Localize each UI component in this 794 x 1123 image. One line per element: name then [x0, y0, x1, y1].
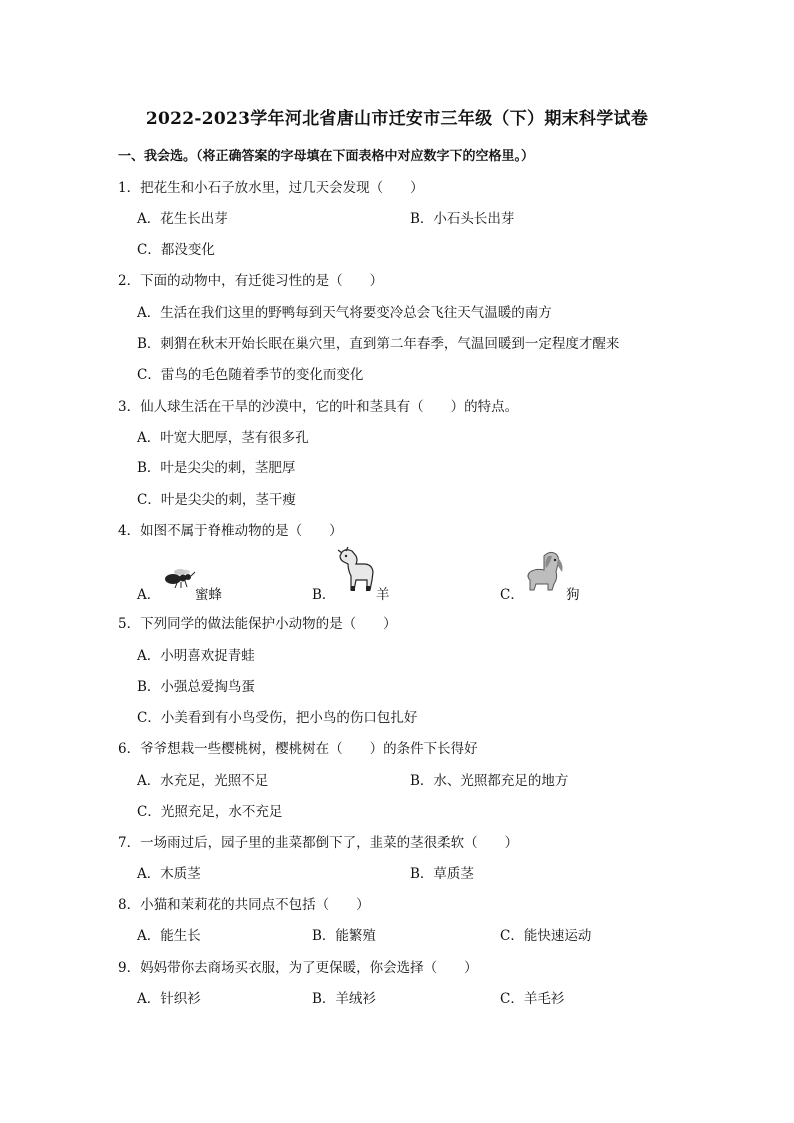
section-heading: 一、我会选。（将正确答案的字母填在下面表格中对应数字下的空格里。）	[118, 149, 535, 164]
question-8-option-b: B．能繁殖	[312, 928, 376, 944]
question-6-option-a: A．水充足，光照不足	[137, 773, 269, 789]
question-5-option-b: B．小强总爱掏鸟蛋	[137, 679, 255, 695]
question-5-option-c: C．小美看到有小鸟受伤，把小鸟的伤口包扎好	[137, 710, 418, 726]
question-3-option-c: C．叶是尖尖的刺，茎干瘦	[137, 492, 296, 508]
question-6-option-c: C．光照充足，水不充足	[137, 804, 283, 820]
question-1-stem: 1．把花生和小石子放水里，过几天会发现（ ）	[118, 180, 424, 196]
question-9-stem: 9．妈妈带你去商场买衣服，为了更保暖，你会选择（ ）	[118, 960, 478, 976]
question-7-stem: 7．一场雨过后，园子里的韭菜都倒下了，韭菜的茎很柔软（ ）	[118, 835, 519, 851]
bee-icon	[162, 566, 196, 590]
question-5-stem: 5．下列同学的做法能保护小动物的是（ ）	[118, 616, 397, 632]
question-3-option-a: A．叶宽大肥厚，茎有很多孔	[137, 430, 309, 446]
question-4-option-b-label: 羊	[376, 587, 390, 603]
question-3-option-b: B．叶是尖尖的刺，茎肥厚	[137, 460, 296, 476]
question-9-option-c: C．羊毛衫	[500, 991, 565, 1007]
question-9-option-a: A．针织衫	[137, 991, 201, 1007]
question-2-option-b: B．刺猬在秋末开始长眠在巢穴里，直到第二年春季，气温回暖到一定程度才醒来	[137, 336, 620, 352]
dog-icon	[522, 550, 566, 592]
question-1-option-b: B．小石头长出芽	[410, 211, 515, 227]
question-2-option-a: A．生活在我们这里的野鸭每到天气将要变冷总会飞往天气温暖的南方	[137, 305, 552, 321]
question-6-stem: 6．爷爷想栽一些樱桃树，樱桃树在（ ）的条件下长得好	[118, 741, 478, 757]
page-title: 2022-2023学年河北省唐山市迁安市三年级（下）期末科学试卷	[145, 109, 649, 129]
question-4-stem: 4．如图不属于脊椎动物的是（ ）	[118, 523, 343, 539]
question-4-option-c-letter: C．	[500, 587, 524, 603]
question-4-option-b-letter: B．	[312, 587, 336, 603]
question-4-option-a-letter: A．	[137, 587, 161, 603]
question-1-option-c: C．都没变化	[137, 242, 215, 258]
question-4-option-c-label: 狗	[566, 587, 580, 603]
question-5-option-a: A．小明喜欢捉青蛙	[137, 648, 255, 664]
question-2-option-c: C．雷鸟的毛色随着季节的变化而变化	[137, 367, 364, 383]
question-8-option-c: C．能快速运动	[500, 928, 592, 944]
question-9-option-b: B．羊绒衫	[312, 991, 376, 1007]
question-7-option-a: A．木质茎	[137, 866, 201, 882]
question-6-option-b: B．水、光照都充足的地方	[410, 773, 569, 789]
question-3-stem: 3．仙人球生活在干旱的沙漠中，它的叶和茎具有（ ）的特点。	[118, 399, 519, 415]
goat-icon	[334, 546, 378, 594]
question-4-option-a-label: 蜜蜂	[195, 587, 222, 603]
question-8-stem: 8．小猫和茉莉花的共同点不包括（ ）	[118, 897, 370, 913]
question-7-option-b: B．草质茎	[410, 866, 474, 882]
question-2-stem: 2．下面的动物中，有迁徙习性的是（ ）	[118, 273, 384, 289]
question-8-option-a: A．能生长	[137, 928, 201, 944]
question-1-option-a: A．花生长出芽	[137, 211, 228, 227]
